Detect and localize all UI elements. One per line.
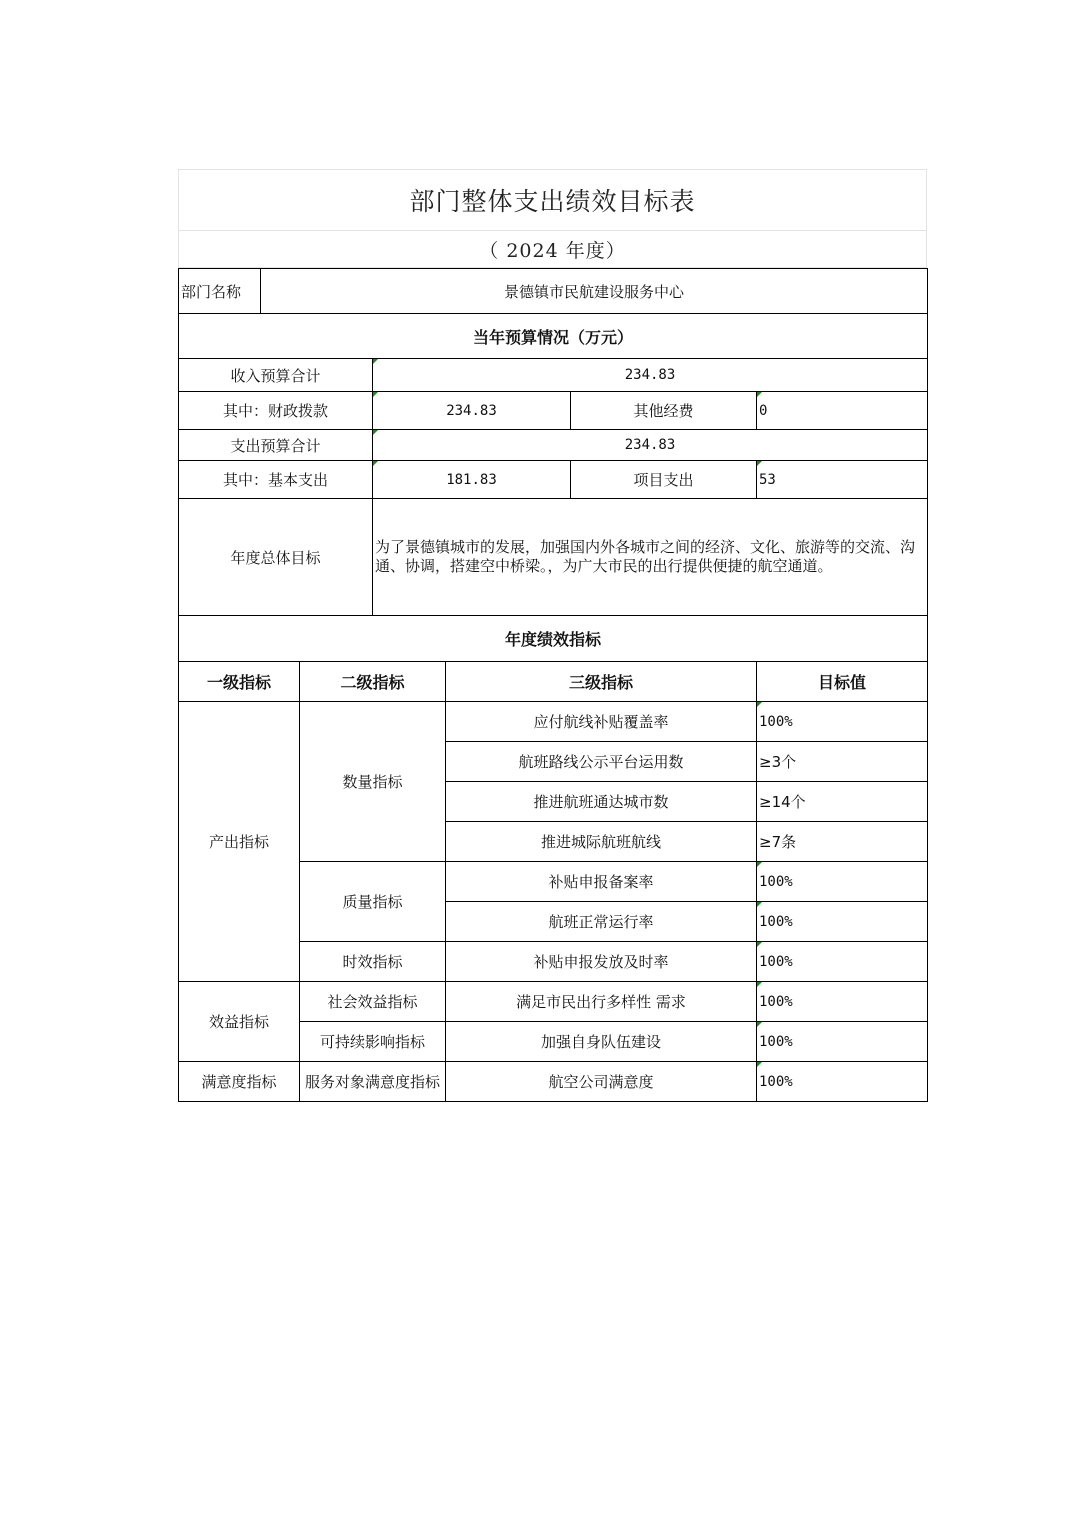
level3-item: 加强自身队伍建设 [446,1022,757,1062]
target-value: 100% [757,902,928,942]
basic-expense-label: 其中：基本支出 [179,461,373,499]
target-value: 100% [757,702,928,742]
performance-target-sheet [178,169,927,1102]
budget-heading: 当年预算情况（万元） [179,314,928,359]
level3-item: 满足市民出行多样性 需求 [446,982,757,1022]
sheet-year: （ 2024 年度） [178,231,927,268]
header-target: 目标值 [757,662,928,702]
target-value: 100% [757,982,928,1022]
level2-quality: 质量指标 [300,862,446,942]
level3-item: 航空公司满意度 [446,1062,757,1102]
level1-output: 产出指标 [179,702,300,982]
level1-satisfaction: 满意度指标 [179,1062,300,1102]
target-value: 100% [757,1022,928,1062]
target-value: ≥14个 [757,782,928,822]
level3-item: 补贴申报发放及时率 [446,942,757,982]
other-funds-label: 其他经费 [571,392,757,430]
level3-item: 应付航线补贴覆盖率 [446,702,757,742]
annual-goal-text: 为了景德镇城市的发展，加强国内外各城市之间的经济、文化、旅游等的交流、沟通、协调，搭建空中桥梁。，为广大市民的出行提供便捷的航空通道。 [373,499,928,616]
fiscal-label: 其中：财政拨款 [179,392,373,430]
annual-goal-label: 年度总体目标 [179,499,373,616]
level2-timeliness: 时效指标 [300,942,446,982]
sheet-title: 部门整体支出绩效目标表 [178,169,927,231]
target-value: ≥3个 [757,742,928,782]
level2-service-satisfaction: 服务对象满意度指标 [300,1062,446,1102]
target-value: 100% [757,942,928,982]
income-total-label: 收入预算合计 [179,359,373,392]
target-value: ≥7条 [757,822,928,862]
dept-name-value: 景德镇市民航建设服务中心 [261,269,928,314]
income-total-value: 234.83 [373,359,928,392]
level3-item: 航班正常运行率 [446,902,757,942]
expense-total-label: 支出预算合计 [179,430,373,461]
expense-total-value: 234.83 [373,430,928,461]
target-value: 100% [757,1062,928,1102]
level3-item: 补贴申报备案率 [446,862,757,902]
level3-item: 推进航班通达城市数 [446,782,757,822]
other-funds-value: 0 [757,392,928,430]
header-level3: 三级指标 [446,662,757,702]
fiscal-value: 234.83 [373,392,571,430]
project-expense-label: 项目支出 [571,461,757,499]
performance-table [178,661,928,1102]
project-expense-value: 53 [757,461,928,499]
level3-item: 推进城际航班航线 [446,822,757,862]
level3-item: 航班路线公示平台运用数 [446,742,757,782]
performance-heading: 年度绩效指标 [179,616,928,662]
dept-name-label: 部门名称 [179,269,261,314]
budget-table [178,268,928,662]
level2-social-benefit: 社会效益指标 [300,982,446,1022]
level1-benefit: 效益指标 [179,982,300,1062]
target-value: 100% [757,862,928,902]
level2-quantity: 数量指标 [300,702,446,862]
header-level2: 二级指标 [300,662,446,702]
basic-expense-value: 181.83 [373,461,571,499]
header-level1: 一级指标 [179,662,300,702]
level2-sustainable-impact: 可持续影响指标 [300,1022,446,1062]
